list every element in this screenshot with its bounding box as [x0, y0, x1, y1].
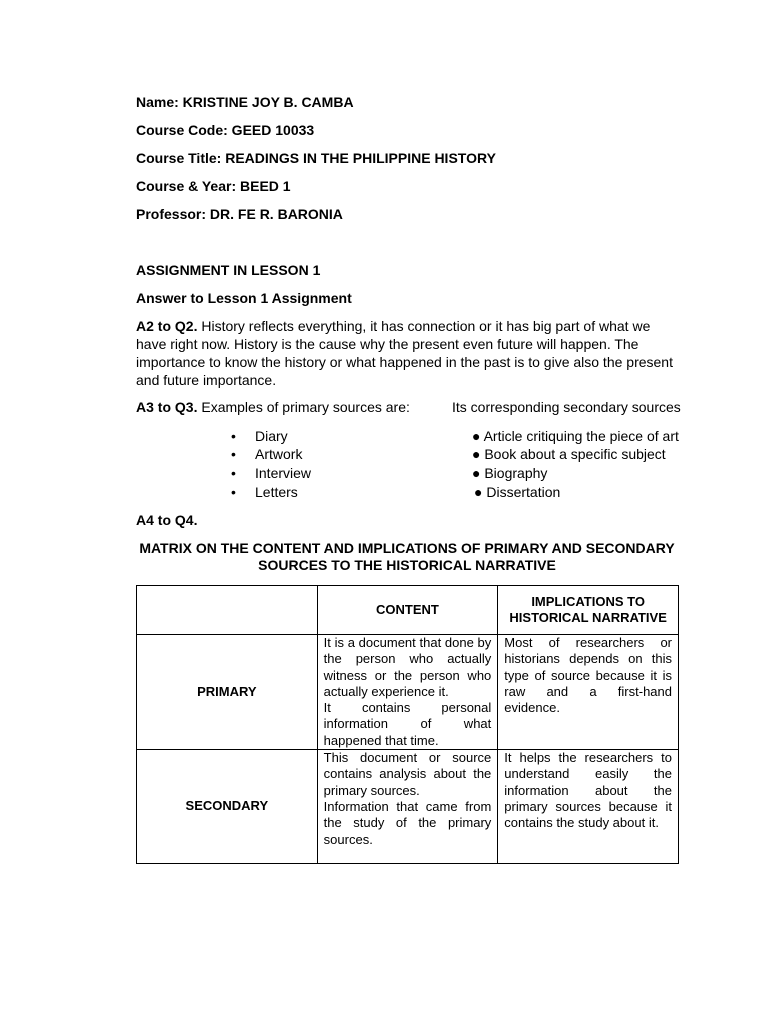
list-item: ● Dissertation — [474, 484, 561, 500]
table-row — [137, 750, 679, 864]
secondary-sources-heading: Its corresponding secondary sources — [452, 399, 681, 415]
table-row — [137, 586, 679, 635]
row-label-primary: PRIMARY — [137, 635, 318, 750]
secondary-implications-cell: It helps the researchers to understand easily the information about the primary sources because it contains the study about it. — [498, 750, 679, 864]
secondary-content-line: This document or source contains analysis about the primary sources. — [323, 750, 492, 798]
answer-a2 — [136, 317, 681, 389]
table-row — [137, 635, 679, 750]
bullet-icon: • — [231, 484, 236, 500]
matrix-table — [136, 585, 679, 864]
list-item: ● Article critiquing the piece of art — [472, 428, 679, 444]
answer-a2-text: History reflects everything, it has connection or it has big part of what we have right now. History is the cause why the present even future will happen. The importance to know the history or what happened in the past is to give also the present and future importance. — [136, 318, 673, 388]
primary-content-cell — [317, 635, 498, 750]
list-item: • Diary — [231, 428, 288, 444]
list-item: ● Book about a specific subject — [472, 446, 666, 462]
answer-a3-text: Examples of primary sources are: — [197, 399, 410, 415]
assignment-subtitle: Answer to Lesson 1 Assignment — [136, 290, 352, 306]
matrix-title: MATRIX ON THE CONTENT AND IMPLICATIONS OF PRIMARY AND SECONDARY SOURCES TO THE HISTORICAL NARRATIVE — [139, 540, 675, 573]
bullet-icon: • — [231, 446, 236, 462]
student-name: Name: KRISTINE JOY B. CAMBA — [136, 94, 354, 110]
row-label-secondary: SECONDARY — [137, 750, 318, 864]
course-title: Course Title: READINGS IN THE PHILIPPINE HISTORY — [136, 150, 496, 166]
column-header-content: CONTENT — [317, 586, 498, 635]
answer-a4-label: A4 to Q4. — [136, 512, 198, 528]
answer-a2-label: A2 to Q2. — [136, 318, 198, 334]
answer-a3-label: A3 to Q3. — [136, 399, 198, 415]
course-year: Course & Year: BEED 1 — [136, 178, 291, 194]
secondary-content-cell — [317, 750, 498, 864]
secondary-content-line: Information that came from the study of the primary sources. — [323, 798, 492, 847]
course-code: Course Code: GEED 10033 — [136, 122, 315, 138]
professor: Professor: DR. FE R. BARONIA — [136, 206, 343, 222]
answer-a3 — [136, 399, 410, 415]
primary-content-line: It is a document that done by the person who actually witness or the person who actually experience it. — [323, 635, 492, 699]
primary-content-line: It contains personal information of what happened that time. — [323, 700, 492, 748]
list-item: • Artwork — [231, 446, 303, 462]
list-item: • Letters — [231, 484, 298, 500]
assignment-title: ASSIGNMENT IN LESSON 1 — [136, 262, 321, 278]
list-item: • Interview — [231, 465, 312, 481]
primary-implications-cell: Most of researchers or historians depends on this type of source because it is raw and a first-hand evidence. — [498, 635, 679, 750]
bullet-icon: • — [231, 428, 236, 444]
table-cell-empty — [137, 586, 318, 635]
bullet-icon: • — [231, 465, 236, 481]
column-header-implications: IMPLICATIONS TO HISTORICAL NARRATIVE — [498, 586, 679, 635]
list-item: ● Biography — [472, 465, 548, 481]
